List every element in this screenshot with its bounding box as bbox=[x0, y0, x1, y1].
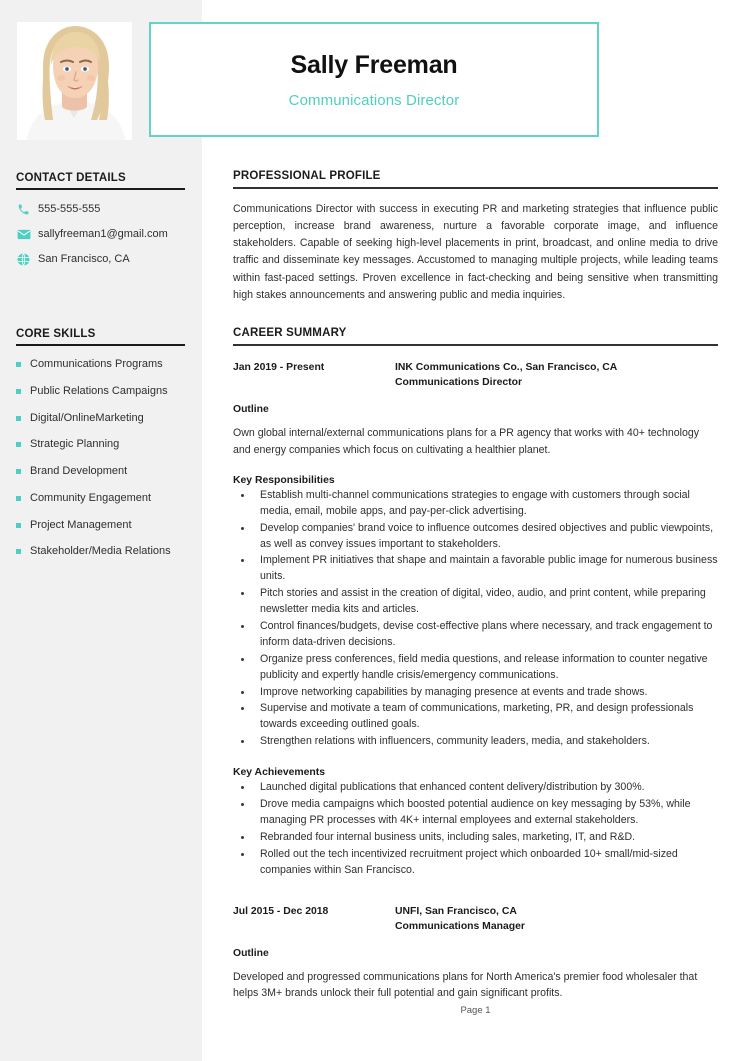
professional-profile-section bbox=[233, 170, 718, 304]
bullet-icon bbox=[241, 494, 244, 497]
job-company: INK Communications Co., San Francisco, CA bbox=[395, 361, 618, 373]
job-meta bbox=[395, 360, 718, 390]
sidebar bbox=[0, 0, 202, 1061]
list-item bbox=[16, 465, 188, 479]
key-responsibilities-list bbox=[233, 488, 718, 750]
contact-item-location[interactable] bbox=[16, 253, 188, 266]
outline-label: Outline bbox=[233, 404, 269, 416]
contact-item-phone[interactable] bbox=[16, 203, 188, 216]
contact-value-email: sallyfreeman1@gmail.com bbox=[38, 228, 168, 241]
contact-value-location: San Francisco, CA bbox=[38, 253, 130, 266]
responsibility-text: Develop companies' brand voice to influence outcomes desired objectives and public viewpoints, as well as convey issues important to stakeholders. bbox=[260, 521, 714, 550]
achievement-text: Drove media campaigns which boosted potential audience on key messaging by 53%, while managing PR processes with 4K+ internal employees and external stakeholders. bbox=[260, 798, 691, 826]
list-item bbox=[16, 358, 188, 372]
contact-value-phone: 555-555-555 bbox=[38, 203, 101, 215]
responsibility-text: Control finances/budgets, devise cost-effective plans where necessary, and track engagement to inform data-driven decisions. bbox=[260, 620, 713, 648]
list-item bbox=[233, 521, 718, 553]
responsibility-text: Strengthen relations with influencers, community leaders, media, and stakeholders. bbox=[260, 735, 650, 748]
portrait-photo-icon bbox=[17, 22, 132, 140]
responsibility-text: Improve networking capabilities by managing presence at events and trade shows. bbox=[260, 685, 648, 698]
list-item bbox=[233, 619, 718, 651]
bullet-icon bbox=[241, 803, 244, 806]
skill-label: Strategic Planning bbox=[30, 438, 120, 451]
square-bullet-icon bbox=[16, 442, 21, 447]
list-item bbox=[233, 847, 718, 879]
page-footer bbox=[233, 1005, 718, 1016]
outline-text: Developed and progressed communications plans for North America's premier food wholesaler that helps 3M+ brands unlock their full potential and gain significant profits. bbox=[233, 970, 698, 1000]
page-number-label: Page 1 bbox=[460, 1005, 491, 1016]
bullet-icon bbox=[241, 740, 244, 743]
bullet-icon bbox=[241, 625, 244, 628]
job-company: UNFI, San Francisco, CA bbox=[395, 905, 517, 917]
career-summary-section bbox=[233, 327, 718, 1002]
list-item bbox=[233, 734, 718, 750]
list-item bbox=[16, 545, 188, 559]
list-item bbox=[233, 685, 718, 701]
skill-label: Community Engagement bbox=[30, 491, 152, 504]
list-item bbox=[16, 438, 188, 452]
job-header bbox=[233, 360, 718, 390]
job-role: Communications Director bbox=[395, 377, 523, 389]
candidate-job-title: Communications Director bbox=[288, 91, 460, 109]
list-item bbox=[16, 519, 188, 533]
skill-label: Project Management bbox=[30, 518, 132, 531]
contact-details-heading: CONTACT DETAILS bbox=[16, 172, 185, 190]
job-role: Communications Manager bbox=[395, 920, 525, 932]
bullet-icon bbox=[241, 836, 244, 839]
bullet-icon bbox=[241, 786, 244, 789]
responsibility-text: Organize press conferences, field media questions, and release information to counter negative publicity and expertly handle crisis/emergency communications. bbox=[260, 652, 708, 681]
square-bullet-icon bbox=[16, 549, 21, 554]
square-bullet-icon bbox=[16, 362, 21, 367]
job-header bbox=[233, 904, 718, 934]
skill-label: Communications Programs bbox=[30, 358, 163, 370]
achievement-text: Rolled out the tech incentivized recruitment project which onboarded 10+ small/mid-sized companies within San Francisco. bbox=[260, 847, 678, 876]
candidate-header-box bbox=[149, 22, 599, 137]
square-bullet-icon bbox=[16, 416, 21, 421]
core-skills-section bbox=[16, 328, 188, 572]
list-item bbox=[16, 492, 188, 506]
page-title: Sally Freeman bbox=[290, 50, 458, 79]
bullet-icon bbox=[241, 707, 244, 710]
list-item bbox=[16, 412, 188, 426]
bullet-icon bbox=[241, 658, 244, 661]
key-responsibilities-label: Key Responsibilities bbox=[233, 474, 335, 486]
responsibility-text: Implement PR initiatives that shape and maintain a favorable public image for numerous business units. bbox=[260, 554, 718, 583]
professional-profile-text: Communications Director with success in executing PR and marketing strategies that influence public perception, increase brand awareness, nurture a favorable corporate image, and influence stakeholders. Capable of seeking high-level placements in print, broadcast, and online media to drive traffic and disseminate key messages. Accustomed to managing multiple projects, while leading teams within fast-paced settings. Proven excellence in fact-checking and being sensitive when transmitting high stakes announcements and answering public and media inquiries. bbox=[233, 203, 718, 301]
contact-list bbox=[16, 203, 188, 267]
skill-label: Digital/OnlineMarketing bbox=[30, 411, 144, 424]
core-skills-heading: CORE SKILLS bbox=[16, 328, 185, 346]
responsibility-text: Establish multi-channel communications strategies to engage with customers through social media, email, mobile apps, and pay-per-click advertising. bbox=[260, 488, 690, 517]
bullet-icon bbox=[241, 592, 244, 595]
list-item bbox=[233, 553, 718, 585]
bullet-icon bbox=[241, 559, 244, 562]
list-item bbox=[233, 830, 718, 846]
phone-icon bbox=[16, 203, 31, 216]
contact-details-section bbox=[16, 172, 188, 279]
key-achievements-label: Key Achievements bbox=[233, 767, 326, 779]
achievement-text: Rebranded four internal business units, including sales, marketing, IT, and R&D. bbox=[260, 830, 636, 843]
bullet-icon bbox=[241, 853, 244, 856]
career-summary-heading: CAREER SUMMARY bbox=[233, 327, 718, 346]
job-meta bbox=[395, 904, 718, 934]
responsibility-text: Supervise and motivate a team of communications, marketing, PR, and design professionals towards exceeding outlined goals. bbox=[260, 702, 694, 731]
key-achievements-list bbox=[233, 780, 718, 878]
list-item bbox=[233, 488, 718, 520]
bullet-icon bbox=[241, 691, 244, 694]
responsibility-text: Pitch stories and assist in the creation of digital, video, audio, and print content, while preparing newsletter media kits and articles. bbox=[260, 587, 706, 616]
contact-item-email[interactable] bbox=[16, 228, 188, 241]
square-bullet-icon bbox=[16, 469, 21, 474]
outline-text: Own global internal/external communications plans for a PR agency that works with 40+ technology and energy companies which focus on cultivating a healthier planet. bbox=[233, 427, 700, 456]
avatar bbox=[17, 22, 132, 140]
envelope-icon bbox=[16, 228, 31, 241]
square-bullet-icon bbox=[16, 496, 21, 501]
list-item bbox=[233, 586, 718, 618]
skill-label: Stakeholder/Media Relations bbox=[30, 545, 171, 558]
bullet-icon bbox=[241, 527, 244, 530]
list-item bbox=[233, 652, 718, 684]
core-skills-list bbox=[16, 358, 188, 559]
square-bullet-icon bbox=[16, 523, 21, 528]
list-item bbox=[233, 797, 718, 829]
main-content bbox=[233, 170, 718, 1001]
globe-icon bbox=[16, 253, 31, 266]
outline-label: Outline bbox=[233, 947, 269, 959]
square-bullet-icon bbox=[16, 389, 21, 394]
job-dates: Jul 2015 - Dec 2018 bbox=[233, 905, 329, 917]
list-item bbox=[16, 385, 188, 399]
skill-label: Brand Development bbox=[30, 465, 128, 477]
job-entry bbox=[233, 904, 718, 1002]
job-dates: Jan 2019 - Present bbox=[233, 361, 325, 373]
achievement-text: Launched digital publications that enhanced content delivery/distribution by 300%. bbox=[260, 781, 645, 794]
job-entry bbox=[233, 360, 718, 879]
professional-profile-heading: PROFESSIONAL PROFILE bbox=[233, 170, 718, 189]
list-item bbox=[233, 701, 718, 733]
list-item bbox=[233, 780, 718, 796]
skill-label: Public Relations Campaigns bbox=[30, 384, 168, 397]
